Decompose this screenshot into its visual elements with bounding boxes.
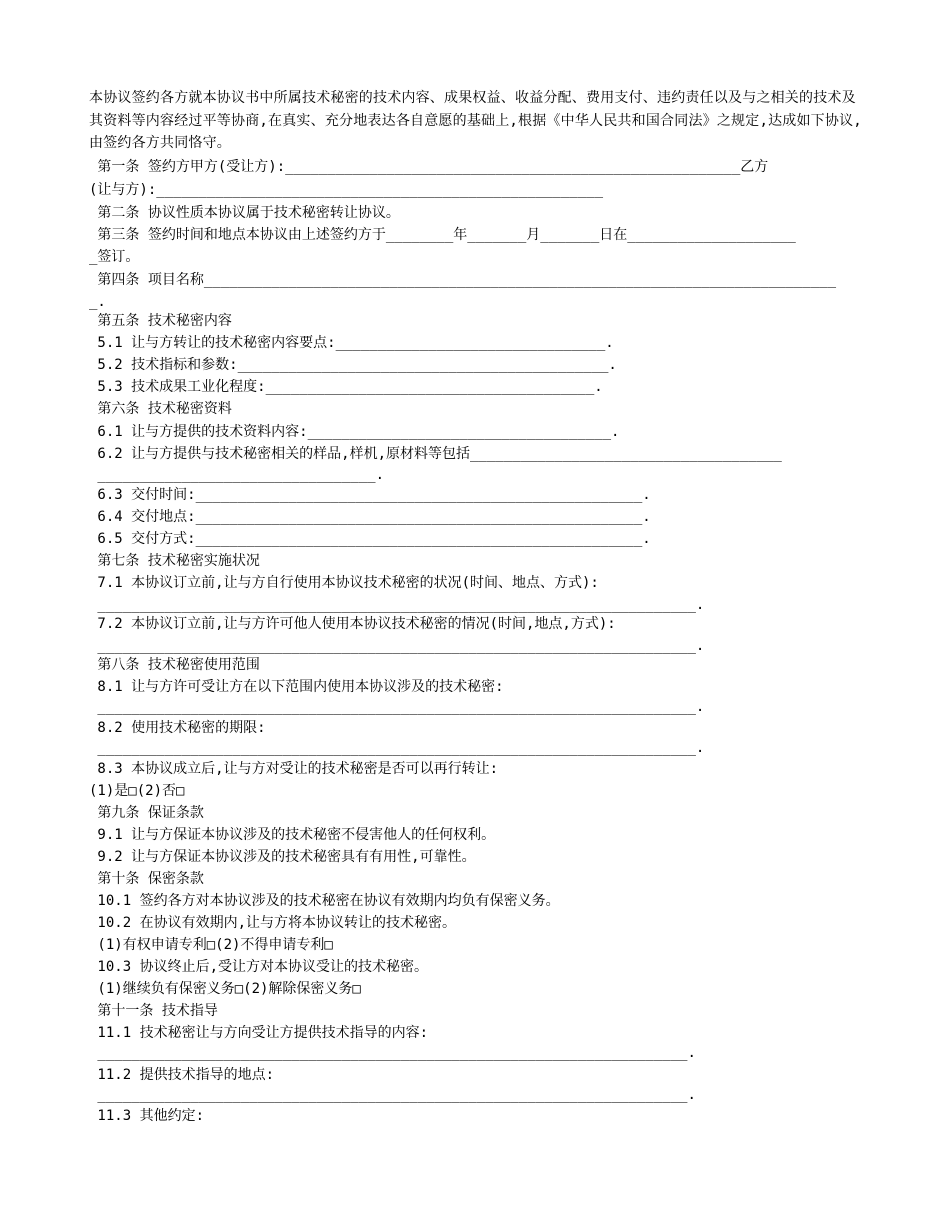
- article-2: 第二条 协议性质本协议属于技术秘密转让协议。: [89, 205, 400, 221]
- clause-10-2-options: (1)有权申请专利□(2)不得申请专利□: [89, 937, 333, 953]
- article-4-line-2: _.: [89, 294, 106, 310]
- clause-10-3: 10.3 协议终止后,受让方对本协议受让的技术秘密。: [89, 959, 428, 975]
- clause-7-2-blank: _______________________________________________________________________.: [89, 638, 705, 654]
- clause-9-1: 9.1 让与方保证本协议涉及的技术秘密不侵害他人的任何权利。: [89, 827, 496, 843]
- article-8-heading: 第八条 技术秘密使用范围: [89, 657, 260, 673]
- clause-6-2-line-1: 6.2 让与方提供与技术秘密相关的样品,样机,原材料等包括_____________________________________: [89, 446, 782, 462]
- clause-8-2-blank: _______________________________________________________________________.: [89, 740, 705, 756]
- clause-10-1: 10.1 签约各方对本协议涉及的技术秘密在协议有效期内均负有保密义务。: [89, 893, 560, 909]
- clause-8-1: 8.1 让与方许可受让方在以下范围内使用本协议涉及的技术秘密:: [89, 679, 504, 695]
- article-5-heading: 第五条 技术秘密内容: [89, 313, 232, 329]
- article-6-heading: 第六条 技术秘密资料: [89, 401, 232, 417]
- clause-10-3-options: (1)继续负有保密义务□(2)解除保密义务□: [89, 981, 361, 997]
- clause-6-5: 6.5 交付方式:_____________________________________________________.: [89, 531, 651, 547]
- clause-8-3: 8.3 本协议成立后,让与方对受让的技术秘密是否可以再行转让:: [89, 761, 498, 777]
- clause-8-3-options: (1)是□(2)否□: [89, 783, 185, 799]
- article-3-line-1: 第三条 签约时间和地点本协议由上述签约方于________年_______月_______日在____________________: [89, 227, 796, 243]
- clause-6-1: 6.1 让与方提供的技术资料内容:____________________________________.: [89, 424, 620, 440]
- article-7-heading: 第七条 技术秘密实施状况: [89, 553, 260, 569]
- intro-paragraph: 本协议签约各方就本协议书中所属技术秘密的技术内容、成果权益、收益分配、费用支付、违约责任以及与之相关的技术及其资料等内容经过平等协商,在真实、充分地表达各自意愿的基础上,根据《中华人民共和国合同法》之规定,达成如下协议,由签约各方共同恪守。: [89, 90, 862, 151]
- clause-11-2-blank: ______________________________________________________________________.: [89, 1087, 696, 1103]
- clause-11-1-blank: ______________________________________________________________________.: [89, 1045, 696, 1061]
- clause-8-1-blank: _______________________________________________________________________.: [89, 699, 705, 715]
- clause-7-2: 7.2 本协议订立前,让与方许可他人使用本协议技术秘密的情况(时间,地点,方式):: [89, 616, 616, 632]
- clause-8-2: 8.2 使用技术秘密的期限:: [89, 720, 266, 736]
- clause-7-1-blank: _______________________________________________________________________.: [89, 597, 705, 613]
- article-1-line-2: (让与方):_____________________________________________________: [89, 182, 604, 198]
- clause-6-4: 6.4 交付地点:_____________________________________________________.: [89, 509, 651, 525]
- clause-5-3: 5.3 技术成果工业化程度:_______________________________________.: [89, 379, 603, 395]
- article-1-line-1: 第一条 签约方甲方(受让方):______________________________________________________乙方: [89, 159, 769, 175]
- clause-11-1: 11.1 技术秘密让与方向受让方提供技术指导的内容:: [89, 1025, 428, 1041]
- clause-7-1: 7.1 本协议订立前,让与方自行使用本协议技术秘密的状况(时间、地点、方式):: [89, 575, 599, 591]
- article-10-heading: 第十条 保密条款: [89, 871, 204, 887]
- clause-5-1: 5.1 让与方转让的技术秘密内容要点:________________________________.: [89, 335, 614, 351]
- clause-9-2: 9.2 让与方保证本协议涉及的技术秘密具有有用性,可靠性。: [89, 849, 476, 865]
- clause-5-2: 5.2 技术指标和参数:____________________________________________.: [89, 357, 617, 373]
- clause-10-2: 10.2 在协议有效期内,让与方将本协议转让的技术秘密。: [89, 915, 456, 931]
- article-4-line-1: 第四条 项目名称___________________________________________________________________________: [89, 272, 837, 288]
- clause-6-2-line-2: _________________________________.: [89, 467, 385, 483]
- clause-11-3: 11.3 其他约定:: [89, 1108, 205, 1124]
- clause-11-2: 11.2 提供技术指导的地点:: [89, 1067, 275, 1083]
- article-9-heading: 第九条 保证条款: [89, 805, 204, 821]
- clause-6-3: 6.3 交付时间:_____________________________________________________.: [89, 487, 651, 503]
- article-11-heading: 第十一条 技术指导: [89, 1003, 218, 1019]
- article-3-line-2: _签订。: [89, 249, 140, 265]
